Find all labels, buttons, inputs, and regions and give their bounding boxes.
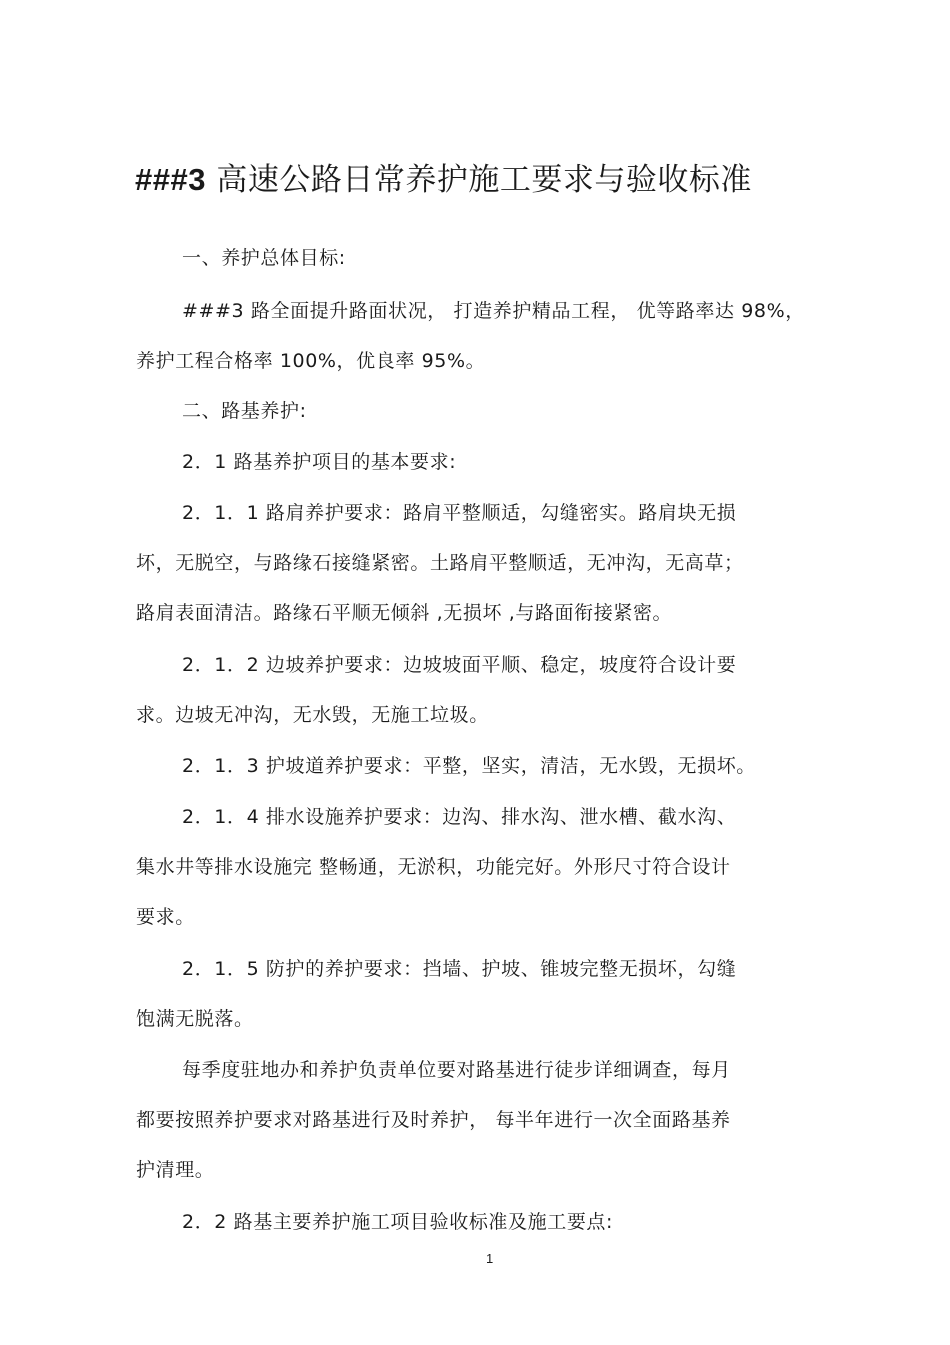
section-heading: 一、养护总体目标:	[182, 247, 346, 269]
paragraph-line: ###3 路全面提升路面状况， 打造养护精品工程， 优等路率达 98%，	[182, 300, 805, 322]
paragraph-line: 求。边坡无冲沟，无水毁，无施工垃圾。	[136, 704, 489, 726]
paragraph-line: 每季度驻地办和养护负责单位要对路基进行徒步详细调查，每月	[182, 1059, 731, 1081]
paragraph-line: 护清理。	[136, 1159, 215, 1181]
paragraph-line: 2．1．4 排水设施养护要求：边沟、排水沟、泄水槽、截水沟、	[182, 806, 737, 828]
subsection-heading: 2．1 路基养护项目的基本要求:	[182, 451, 457, 473]
page-number: 1	[486, 1251, 494, 1266]
paragraph-line: 养护工程合格率 100%，优良率 95%。	[136, 350, 486, 372]
paragraph-line: 都要按照养护要求对路基进行及时养护， 每半年进行一次全面路基养	[136, 1109, 731, 1131]
paragraph-line: 要求。	[136, 906, 195, 928]
paragraph-line: 饱满无脱落。	[136, 1008, 254, 1030]
subsection-heading: 2．2 路基主要养护施工项目验收标准及施工要点:	[182, 1211, 614, 1233]
title-number: ###3	[135, 162, 206, 197]
paragraph-line: 2．1．3 护坡道养护要求：平整，坚实，清洁，无水毁，无损坏。	[182, 755, 756, 777]
paragraph-line: 2．1．5 防护的养护要求：挡墙、护坡、锥坡完整无损坏，勾缝	[182, 958, 737, 980]
paragraph-line: 坏，无脱空，与路缘石接缝紧密。土路肩平整顺适，无冲沟，无高草；	[136, 552, 744, 574]
section-heading: 二、路基养护:	[182, 400, 307, 422]
paragraph-line: 路肩表面清洁。路缘石平顺无倾斜 ,无损坏 ,与路面衔接紧密。	[136, 602, 673, 624]
paragraph-line: 2．1．2 边坡养护要求：边坡坡面平顺、稳定，坡度符合设计要	[182, 654, 737, 676]
paragraph-line: 2．1．1 路肩养护要求：路肩平整顺适，勾缝密实。路肩块无损	[182, 502, 737, 524]
page-title	[135, 158, 752, 202]
title-text: 高速公路日常养护施工要求与验收标准	[205, 162, 752, 198]
paragraph-line: 集水井等排水设施完 整畅通，无淤积，功能完好。外形尺寸符合设计	[136, 856, 731, 878]
